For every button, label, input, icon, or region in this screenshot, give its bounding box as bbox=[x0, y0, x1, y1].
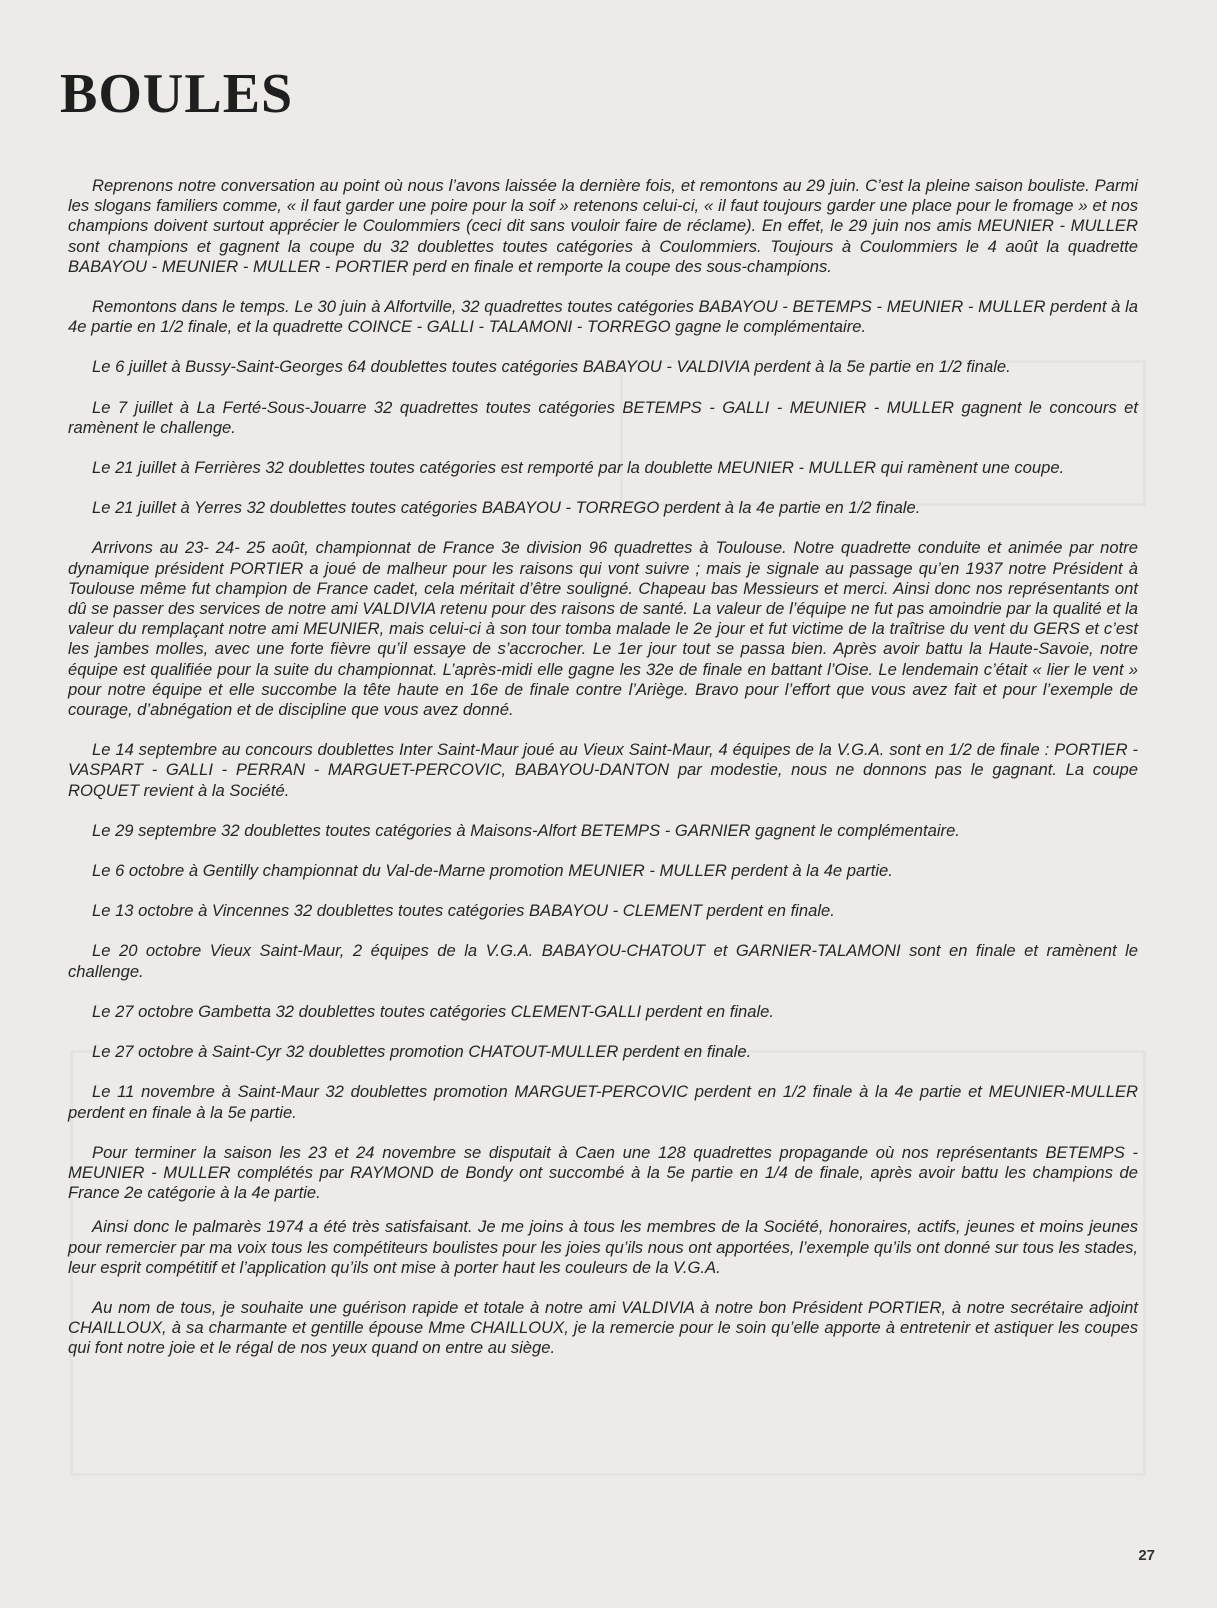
paragraph: Ainsi donc le palmarès 1974 a été très satisfaisant. Je me joins à tous les membres de la Société, honoraires, actifs, jeunes et moins jeunes pour remercier par ma voix tous les compétiteurs boulistes pour les joies qu’ils nous ont apportées, l’exemple qu’ils ont donné sur tous les stades, leur esprit compétitif et l’application qu’ils ont mise à porter haut les couleurs de la V.G.A. bbox=[68, 1217, 1138, 1277]
paragraph: Pour terminer la saison les 23 et 24 novembre se disputait à Caen une 128 quadrettes propagande où nos représentants BETEMPS - MEUNIER - MULLER complétés par RAYMOND de Bondy ont succombé à la 5e partie en 1/4 de finale, après avoir battu les champions de France 2e catégorie à la 4e partie. bbox=[68, 1142, 1138, 1203]
paragraph: Le 11 novembre à Saint-Maur 32 doublettes promotion MARGUET-PERCOVIC perdent en 1/2 finale à la 4e partie et MEUNIER-MULLER perdent en finale à la 5e partie. bbox=[68, 1082, 1138, 1122]
article-body bbox=[68, 176, 1138, 1359]
paragraph: Le 14 septembre au concours doublettes Inter Saint-Maur joué au Vieux Saint-Maur, 4 équipes de la V.G.A. sont en 1/2 de finale : PORTIER - VASPART - GALLI - PERRAN - MARGUET-PERCOVIC, BABAYOU-DANTON par modestie, nous ne donnons pas le gagnant. La coupe ROQUET revient à la Société. bbox=[68, 740, 1138, 800]
paragraph: Au nom de tous, je souhaite une guérison rapide et totale à notre ami VALDIVIA à notre bon Président PORTIER, à notre secrétaire adjoint CHAILLOUX, à sa charmante et gentille épouse Mme CHAILLOUX, je la remercie pour le soin qu’elle apporte à entretenir et astiquer les coupes qui font notre joie et le régal de nos yeux quand on entre au siège. bbox=[68, 1297, 1138, 1358]
paragraph: Le 21 juillet à Ferrières 32 doublettes toutes catégories est remporté par la doublette MEUNIER - MULLER qui ramènent une coupe. bbox=[92, 458, 1065, 478]
paragraph: Reprenons notre conversation au point où nous l’avons laissée la dernière fois, et remontons au 29 juin. C’est la pleine saison bouliste. Parmi les slogans familiers comme, « il faut garder une poire pour la soif » retenons celui-ci, « il faut toujours garder une place pour le fromage » et nos champions doivent surtout apprécier le Coulommiers (ceci dit sans vouloir faire de réclame). En effet, le 29 juin nos amis MEUNIER - MULLER sont champions et gagnent la coupe du 32 doublettes toutes catégories à Coulommiers. Toujours à Coulommiers le 4 août la quadrette BABAYOU - MEUNIER - MULLER - PORTIER perd en finale et remporte la coupe des sous-champions. bbox=[68, 176, 1138, 276]
paragraph: Arrivons au 23- 24- 25 août, championnat de France 3e division 96 quadrettes à Toulouse. Notre quadrette conduite et animée par notre dynamique président PORTIER a joué de malheur pour les raisons qui vont suivre ; mais je signale au passage qu’en 1937 notre Président à Toulouse même fut champion de France cadet, cela méritait d’être souligné. Chapeau bas Messieurs et merci. Ainsi donc nos représentants ont dû se passer des services de notre ami VALDIVIA retenu pour des raisons de santé. La valeur de l’équipe ne fut pas amoindrie par la qualité et la valeur du remplaçant notre ami MEUNIER, mais celui-ci à son tour tomba malade le 2e jour et fut victime de la traîtrise du vent du GERS et c’est les jambes molles, avec une forte fièvre qu’il essaye de s’accrocher. Le 1er jour tout se passa bien. Après avoir battu la Haute-Savoie, notre équipe est qualifiée pour la suite du championnat. L’après-midi elle gagne les 32e de finale en battant l’Oise. Le lendemain c’était « lier le vent » pour notre équipe et elle succombe la tête haute en 16e de finale contre l’Ariège. Bravo pour l’effort que vous avez fait et pour l’exemple de courage, d’abnégation et de discipline que vous avez donné. bbox=[68, 538, 1138, 720]
paragraph: Le 6 juillet à Bussy-Saint-Georges 64 doublettes toutes catégories BABAYOU - VALDIVIA perdent à la 5e partie en 1/2 finale. bbox=[92, 357, 1011, 377]
paragraph: Le 27 octobre Gambetta 32 doublettes toutes catégories CLEMENT-GALLI perdent en finale. bbox=[92, 1001, 774, 1021]
paragraph: Le 29 septembre 32 doublettes toutes catégories à Maisons-Alfort BETEMPS - GARNIER gagnent le complémentaire. bbox=[92, 820, 960, 840]
page-number: 27 bbox=[1138, 1547, 1155, 1564]
paragraph: Remontons dans le temps. Le 30 juin à Alfortville, 32 quadrettes toutes catégories BABAYOU - BETEMPS - MEUNIER - MULLER perdent à la 4e partie en 1/2 finale, et la quadrette COINCE - GALLI - TALAMONI - TORREGO gagne le complémentaire. bbox=[68, 297, 1138, 337]
paragraph: Le 21 juillet à Yerres 32 doublettes toutes catégories BABAYOU - TORREGO perdent à la 4e partie en 1/2 finale. bbox=[92, 498, 921, 518]
paragraph: Le 6 octobre à Gentilly championnat du Val-de-Marne promotion MEUNIER - MULLER perdent à la 4e partie. bbox=[92, 861, 893, 881]
paragraph: Le 13 octobre à Vincennes 32 doublettes toutes catégories BABAYOU - CLEMENT perdent en finale. bbox=[92, 901, 835, 921]
paragraph: Le 20 octobre Vieux Saint-Maur, 2 équipes de la V.G.A. BABAYOU-CHATOUT et GARNIER-TALAMONI sont en finale et ramènent le challenge. bbox=[68, 941, 1138, 981]
page-title: BOULES bbox=[60, 63, 294, 125]
paragraph: Le 27 octobre à Saint-Cyr 32 doublettes promotion CHATOUT-MULLER perdent en finale. bbox=[92, 1042, 752, 1062]
paragraph: Le 7 juillet à La Ferté-Sous-Jouarre 32 quadrettes toutes catégories BETEMPS - GALLI - MEUNIER - MULLER gagnent le concours et ramènent le challenge. bbox=[68, 397, 1138, 437]
